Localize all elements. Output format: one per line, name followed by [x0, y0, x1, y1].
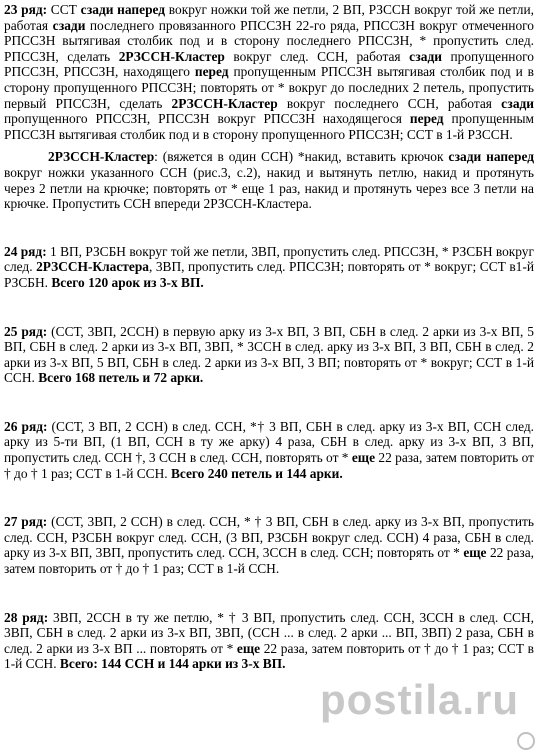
text: вокруг след. ССН, работая — [224, 48, 410, 64]
text: вокруг последнего ССН, работая — [277, 95, 502, 111]
postila-logo-icon — [517, 732, 535, 750]
emphasis: 2РЗССН-Кластер — [171, 95, 278, 111]
emphasis: 2РЗССН-Кластера — [36, 259, 149, 275]
text: 22 раза, затем повторить от † до † 1 раз; ССТ в 1-й ССН. — [4, 640, 534, 672]
row-23-paragraph — [4, 0, 534, 142]
row-26-total: Всего 240 петель и 144 арки. — [170, 465, 343, 481]
text: пропущенным РПССЗН вытягивая столбик под и в сторону пропущенного РПССЗН; ССТ в 1-й РЗССН. — [4, 111, 534, 142]
text: 1 ВП, РЗСБН вокруг той же петли, 3ВП, пропустить след. РПССЗН, * РЗСБН вокруг след. — [4, 243, 534, 275]
emphasis: перед — [409, 111, 444, 127]
text: пропущенного РПССЗН, РПССЗН, находящего — [4, 48, 535, 80]
text: (ССТ, 3ВП, 2ССН) в первую арку из 3-х ВП, 3 ВП, СБН в след. 2 арки из 3-х ВП, 5 ВП, СБН в след. 2 арки из 3-х ВП, 3ВП, * 3ССН в след. арку из 3-х ВП, 3 ВП, СБН в след. 2 арки из 3-х ВП, 5 ВП, СБН в след. 2 арки из 3-х ВП, 3 ВП; повторять от * вокруг; ССТ в 1-й ССН. — [4, 323, 534, 386]
emphasis: сзади — [409, 48, 442, 64]
row-24-label: 24 ряд: — [4, 243, 47, 259]
row-27-label: 27 ряд: — [4, 514, 48, 530]
row-25-paragraph — [4, 324, 534, 386]
emphasis: сзади наперед — [80, 2, 166, 17]
row-25-total: Всего 168 петель и 72 арки. — [38, 370, 204, 386]
emphasis: 2РЗССН-Кластер — [118, 48, 225, 64]
text: пропущенным РПССЗН вытягивая столбик под и в сторону пропущенного РПССЗН; повторять от * вокруг до последних 2 петель, пропустить первый РПССЗН, сделать — [4, 64, 534, 111]
text: 22 раза, затем повторить от † до † 1 раз; ССТ в 1-й ССН. — [4, 545, 534, 577]
emphasis: сзади — [52, 17, 86, 33]
text: (ССТ, 3 ВП, 2 ССН) в след. ССН, *† 3 ВП, СБН в след. арку из 3-х ВП, ССН след. арку из 5-ти ВП, (1 ВП, ССН в ту же арку) 4 раза, СБН в след. арку из 3-х ВП, 3 ВП, пропустить след. ССН †, 3 ССН в след. ССН, повторять от * — [4, 418, 534, 466]
emphasis: еще — [351, 450, 376, 466]
emphasis: еще — [463, 545, 487, 561]
row-28-label: 28 ряд: — [4, 609, 49, 625]
text: : (вяжется в один ССН) *накид, вставить крючок — [154, 149, 449, 165]
row-23-label: 23 ряд: — [4, 2, 48, 17]
text: последнего провязанного РПССЗН 22-го ряда, РПССЗН вокруг отмеченного РПССЗН вытягивая столбик под и в сторону последнего РПССЗН, * пропустить след. РПССЗН, сделать — [4, 17, 535, 64]
document-page — [4, 0, 534, 672]
row-26-label: 26 ряд: — [4, 418, 48, 434]
row-28-total: Всего: 144 ССН и 144 арки из 3-х ВП. — [59, 656, 286, 672]
emphasis: сзади наперед — [448, 149, 534, 165]
row-28-paragraph — [4, 610, 534, 672]
row-26-paragraph — [4, 419, 534, 481]
watermark — [300, 678, 541, 756]
row-24-total: Всего 120 арок из 3-х ВП. — [51, 274, 204, 290]
text: 22 раза, затем повторить от † до † 1 раз; ССТ в 1-й ССН. — [4, 450, 534, 481]
text: ССТ — [47, 2, 81, 17]
emphasis: сзади — [501, 95, 534, 111]
text: пропущенного РПССЗН, РПССЗН вокруг РПССЗН находящегося — [4, 111, 410, 127]
row-24-paragraph — [4, 244, 534, 291]
row-25-label: 25 ряд: — [4, 323, 48, 339]
text: , 3ВП, пропустить след. РПССЗН; повторять от * вокруг; ССТ в1-й РЗСБН. — [4, 259, 534, 290]
text: вокруг ножки указанного ССН (рис.3, с.2), накид и вытянуть петлю, накид и протянуть через 2 петли на крючке; повторять от * еще 1 раз, накид и протянуть через все 3 петли на крючке. Пропустить ССН впереди 2РЗССН-Кластера. — [4, 164, 534, 212]
watermark-text: postila.ru — [320, 676, 520, 723]
text: 3ВП, 2ССН в ту же петлю, * † 3 ВП, пропустить след. ССН, 3ССН в след. ССН, 3ВП, СБН в след. 2 арки из 3-х ВП, 3ВП, (ССН ... в след. 2 арки ... ВП, 3ВП) 2 раза, СБН в след. 2 арки из 3-х ВП ... повторять от * — [4, 609, 535, 656]
cluster-definition-paragraph — [4, 149, 534, 211]
text: вокруг ножки той же петли, 2 ВП, РЗССН вокруг той же петли, работая — [4, 2, 534, 33]
cluster-label: 2РЗССН-Кластер — [48, 149, 155, 165]
emphasis: еще — [236, 640, 261, 656]
emphasis: перед — [194, 64, 229, 80]
text: (ССТ, 3ВП, 2 ССН) в след. ССН, * † 3 ВП, СБН в след. арку из 3-х ВП, пропустить след. ССН, РЗСБН вокруг след. ССН, (3 ВП, РЗСБН вокруг след. ССН) 4 раза, СБН в след. арку из 3-х ВП, 3ВП, пропустить след. ССН, 3ССН в след. ССН; повторять от * — [4, 514, 534, 561]
row-27-paragraph — [4, 514, 534, 576]
